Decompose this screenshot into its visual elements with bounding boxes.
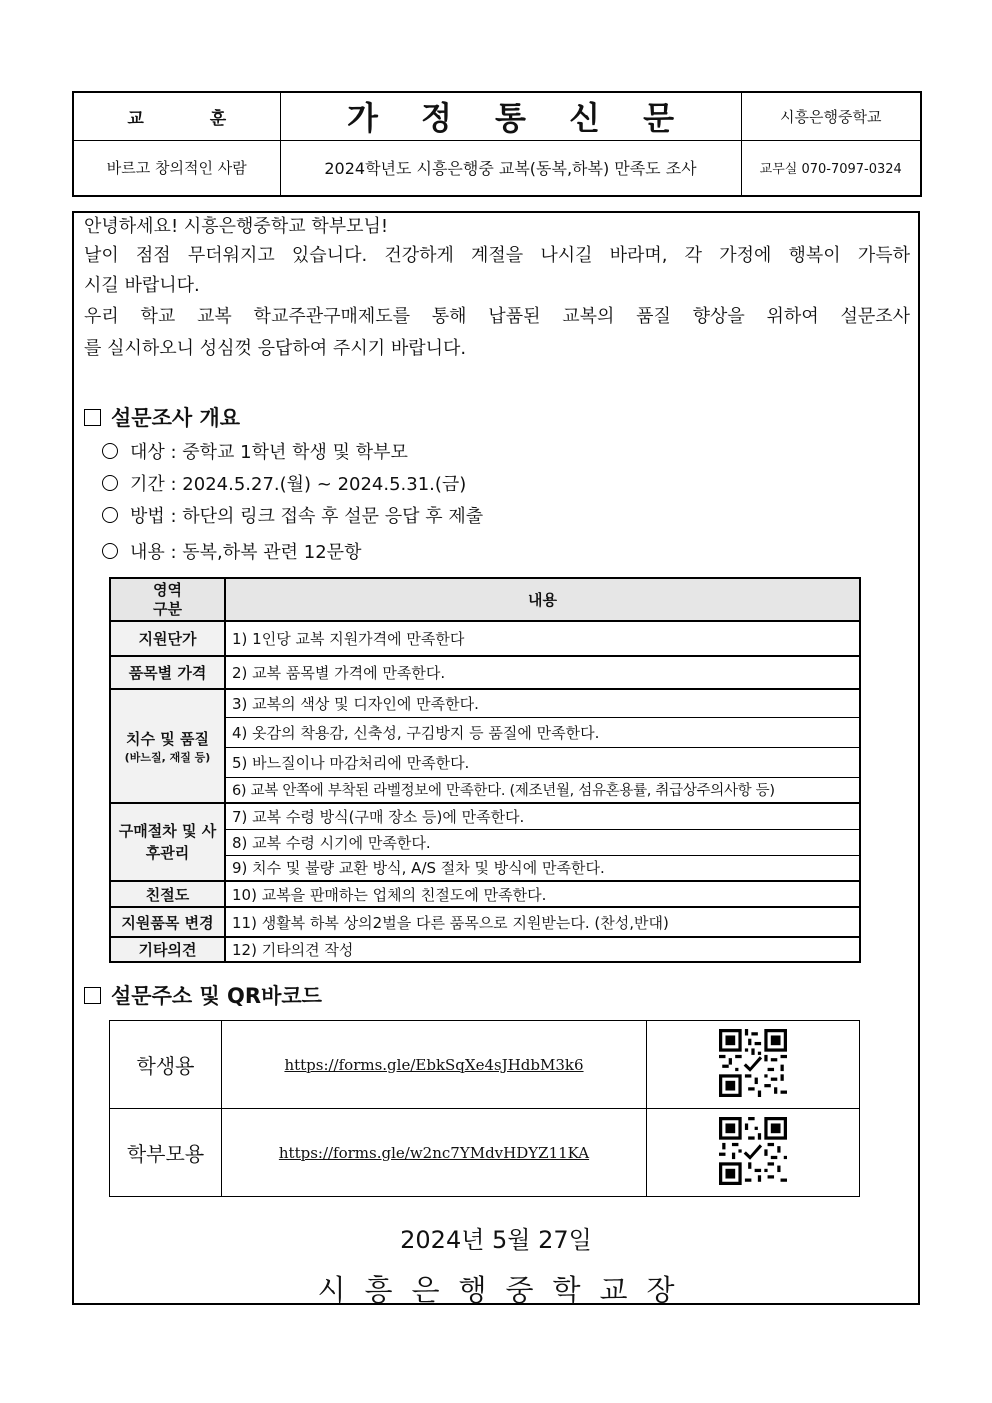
area-cell: 지원단가 <box>110 621 225 656</box>
table-row: 8) 교복 수령 시기에 만족한다. <box>225 829 860 855</box>
overview-item: 방법 : 하단의 링크 접속 후 설문 응답 후 제출 <box>102 502 483 528</box>
table-row: 2) 교복 품목별 가격에 만족한다. <box>225 656 860 689</box>
intro-line-3: 우리 학교 교복 학교주관구매제도를 통해 납품된 교복의 품질 향상을 위하여 설문조사 <box>84 306 910 327</box>
table-row: 12) 기타의견 작성 <box>225 937 860 962</box>
circle-bullet-icon <box>102 543 118 559</box>
area-cell: 친절도 <box>110 881 225 907</box>
table-row: 7) 교복 수령 방식(구매 장소 등)에 만족한다. <box>225 803 860 829</box>
overview-item: 내용 : 동복,하복 관련 12문항 <box>102 538 361 564</box>
area-cell: 치수 및 품질 (바느질, 재질 등) <box>110 689 225 803</box>
parent-qr-cell <box>647 1109 860 1197</box>
office-phone: 교무실 070-7097-0324 <box>741 140 921 196</box>
table-row: 9) 치수 및 불량 교환 방식, A/S 절차 및 방식에 만족한다. <box>225 855 860 881</box>
parent-url-cell <box>222 1109 647 1197</box>
table-header-content: 내용 <box>225 578 860 621</box>
circle-bullet-icon <box>102 507 118 523</box>
student-url-cell <box>222 1021 647 1109</box>
links-heading: 설문주소 및 QR바코드 <box>84 980 322 1010</box>
area-cell: 지원품목 변경 <box>110 907 225 937</box>
student-label: 학생용 <box>110 1021 222 1109</box>
area-cell: 기타의견 <box>110 937 225 962</box>
school-name: 시흥은행중학교 <box>741 92 921 140</box>
area-cell: 품목별 가격 <box>110 656 225 689</box>
survey-items-table <box>109 577 861 963</box>
survey-links-table <box>109 1020 860 1197</box>
overview-heading: 설문조사 개요 <box>84 402 240 432</box>
student-qr-cell <box>647 1021 860 1109</box>
student-qr-code-icon[interactable] <box>719 1029 787 1097</box>
square-bullet-icon <box>84 409 101 426</box>
header-table <box>72 91 922 197</box>
overview-item: 대상 : 중학교 1학년 학생 및 학부모 <box>102 438 408 464</box>
motto-heading: 교 훈 <box>73 92 280 140</box>
table-row: 1) 1인당 교복 지원가격에 만족한다 <box>225 621 860 656</box>
overview-item: 기간 : 2024.5.27.(월) ~ 2024.5.31.(금) <box>102 470 466 496</box>
student-survey-link[interactable]: https://forms.gle/EbkSqXe4sJHdbM3k6 <box>284 1056 584 1074</box>
parent-survey-link[interactable]: https://forms.gle/w2nc7YMdvHDYZ11KA <box>278 1144 590 1162</box>
principal-signature: 시흥은행중학교장 <box>317 1273 694 1307</box>
greeting: 안녕하세요! 시흥은행중학교 학부모님! <box>84 216 389 237</box>
notice-subject: 2024학년도 시흥은행중 교복(동복,하복) 만족도 조사 <box>280 140 741 196</box>
area-cell: 구매절차 및 사후관리 <box>110 803 225 881</box>
table-row: 11) 생활복 하복 상의2벌을 다른 품목으로 지원받는다. (찬성,반대) <box>225 907 860 937</box>
table-row: 10) 교복을 판매하는 업체의 친절도에 만족한다. <box>225 881 860 907</box>
circle-bullet-icon <box>102 475 118 491</box>
table-row: 3) 교복의 색상 및 디자인에 만족한다. <box>225 689 860 717</box>
circle-bullet-icon <box>102 443 118 459</box>
intro-line-1: 날이 점점 무더워지고 있습니다. 건강하게 계절을 나시길 바라며, 각 가정에 행복이 가득하 <box>84 245 910 266</box>
square-bullet-icon <box>84 987 101 1004</box>
table-row: 4) 옷감의 착용감, 신축성, 구김방지 등 품질에 만족한다. <box>225 717 860 747</box>
intro-line-4: 를 실시하오니 성심껏 응답하여 주시기 바랍니다. <box>84 338 467 359</box>
issue-date: 2024년 5월 27일 <box>400 1226 592 1254</box>
parent-label: 학부모용 <box>110 1109 222 1197</box>
parent-qr-code-icon[interactable] <box>719 1117 787 1185</box>
intro-line-2: 시길 바랍니다. <box>84 275 200 296</box>
table-header-area: 영역 구분 <box>110 578 225 621</box>
table-row: 5) 바느질이나 마감처리에 만족한다. <box>225 747 860 777</box>
school-motto: 바르고 창의적인 사람 <box>73 140 280 196</box>
page-title: 가 정 통 신 문 <box>280 92 741 140</box>
table-row: 6) 교복 안쪽에 부착된 라벨정보에 만족한다. (제조년월, 섬유혼용률, 취급상주의사항 등) <box>225 777 860 803</box>
